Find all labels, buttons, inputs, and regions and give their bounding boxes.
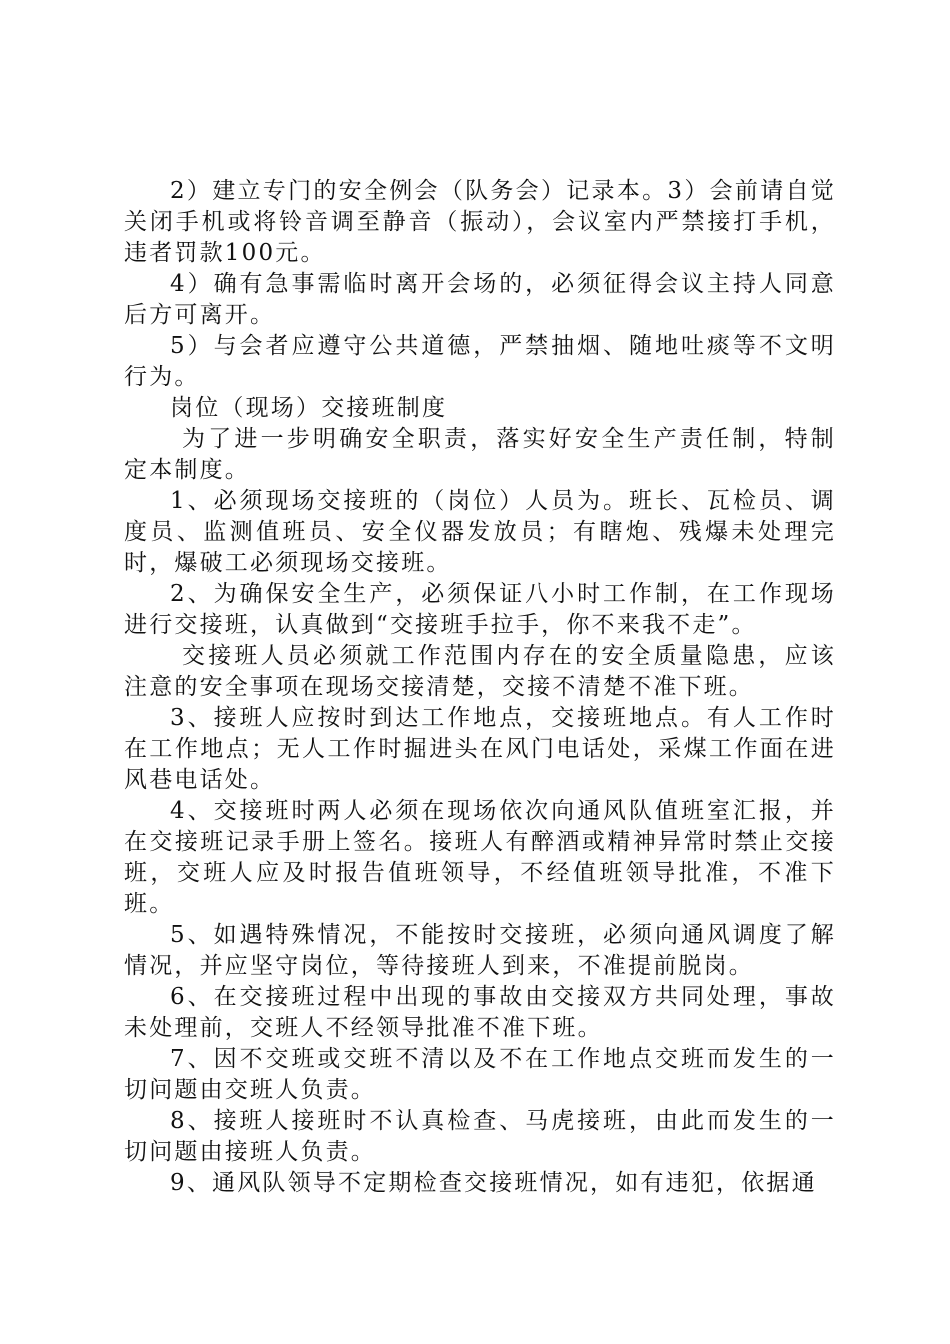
paragraph-rule-7: 7、因不交班或交班不清以及不在工作地点交班而发生的一切问题由交班人负责。 (124, 1046, 836, 1103)
paragraph-rule-5: 5、如遇特殊情况，不能按时交接班，必须向通风调度了解情况，并应坚守岗位，等待接班人到来，不准提前脱岗。 (124, 922, 836, 979)
paragraph-rule-1: 1、必须现场交接班的（岗位）人员为。班长、瓦检员、调度员、监测值班员、安全仪器发放员；有瞎炮、残爆未处理完时，爆破工必须现场交接班。 (124, 488, 836, 576)
paragraph-rule-2: 2、为确保安全生产，必须保证八小时工作制，在工作现场进行交接班，认真做到“交接班手拉手，你不来我不走”。 (124, 581, 836, 638)
paragraph-rule-2-detail: 交接班人员必须就工作范围内存在的安全质量隐患，应该注意的安全事项在现场交接清楚，交接不清楚不准下班。 (124, 643, 836, 700)
document-body (124, 176, 836, 1199)
paragraph-leave-meeting: 4）确有急事需临时离开会场的，必须征得会议主持人同意后方可离开。 (124, 271, 836, 328)
paragraph-rule-4: 4、交接班时两人必须在现场依次向通风队值班室汇报，并在交接班记录手册上签名。接班人有醉酒或精神异常时禁止交接班，交班人应及时报告值班领导，不经值班领导批准，不准下班。 (124, 798, 836, 917)
section-heading: 岗位（现场）交接班制度 (170, 395, 448, 421)
paragraph-rule-6: 6、在交接班过程中出现的事故由交接双方共同处理，事故未处理前，交班人不经领导批准不准下班。 (124, 984, 836, 1041)
paragraph-rule-9: 9、通风队领导不定期检查交接班情况，如有违犯，依据通 (170, 1170, 817, 1196)
paragraph-rule-8: 8、接班人接班时不认真检查、马虎接班，由此而发生的一切问题由接班人负责。 (124, 1108, 836, 1165)
paragraph-rule-3: 3、接班人应按时到达工作地点，交接班地点。有人工作时在工作地点；无人工作时掘进头在风门电话处，采煤工作面在进风巷电话处。 (124, 705, 836, 793)
paragraph-public-morality: 5）与会者应遵守公共道德，严禁抽烟、随地吐痰等不文明行为。 (124, 333, 836, 390)
paragraph-intro: 为了进一步明确安全职责，落实好安全生产责任制，特制定本制度。 (124, 426, 836, 483)
paragraph-meeting-record: 2）建立专门的安全例会（队务会）记录本。3）会前请自觉关闭手机或将铃音调至静音（振动），会议室内严禁接打手机，违者罚款100元。 (124, 178, 836, 266)
